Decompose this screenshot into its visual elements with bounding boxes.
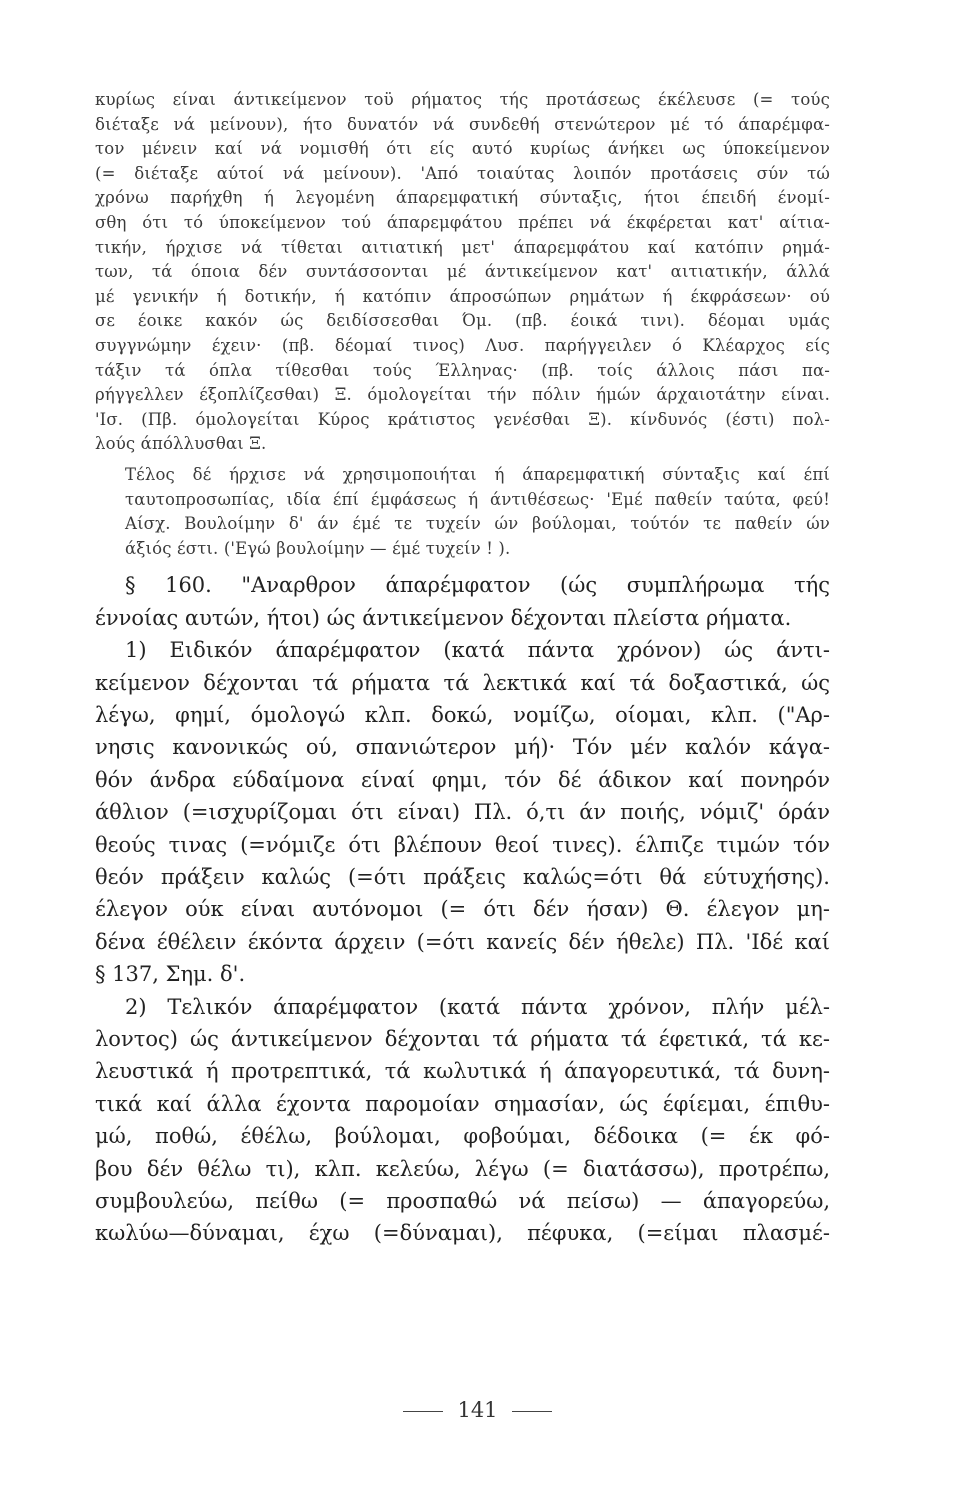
text-line: κωλύω—δύναμαι, έχω (=δύναμαι), πέφυκα, (=είμαι πλασμέ- [95, 1221, 830, 1246]
text-line: άθλιον (=ισχυρίζομαι ότι είναι) Πλ. ό,τι άν ποιής, νόμιζ' όράν [95, 800, 830, 825]
page-number-text: 141 [457, 1398, 498, 1422]
text-line: λοντος) ώς άντικείμενον δέχονται τά ρήματα τά έφετικά, τά κε- [95, 1026, 830, 1051]
text-line: τικά καί άλλα έχοντα παρομοίαν σημασίαν, ώς έφίεμαι, έπιθυ- [95, 1091, 830, 1116]
page-body [95, 88, 830, 1250]
item-1-special-infinitive [95, 634, 830, 990]
paragraph-tautoprosopia [95, 463, 830, 561]
text-line: Τέλος δέ ήρχισε νά χρησιμοποιήται ή άπαρεμφατική σύνταξις καί έπί [125, 464, 830, 484]
dash-left [403, 1411, 443, 1412]
text-line: έλεγον ούκ είναι αυτόνομοι (= ότι δέν ήσαν) Θ. έλεγον μη- [95, 897, 830, 922]
text-line: λευστικά ή προτρεπτικά, τά κωλυτικά ή άπαγορευτικά, τά δυνη- [95, 1059, 830, 1084]
text-line: έννοίας αυτών, ήτοι) ώς άντικείμενον δέχονται πλείστα ρήματα. [95, 605, 792, 630]
text-line: § 137, Σημ. δ'. [95, 962, 246, 987]
text-line: τικήν, ήρχισε νά τίθεται αιτιατική μετ' άπαρεμφάτου καί κατόπιν ρημά- [95, 237, 830, 257]
dash-right [512, 1411, 552, 1412]
text-line: § 160. "Αναρθρον άπαρέμφατον (ώς συμπλήρωμα τής [125, 573, 830, 598]
text-line: θόν άνδρα εύδαίμονα είναί φημι, τόν δέ άδικον καί πονηρόν [95, 767, 830, 792]
text-line: μέ γενικήν ή δοτικήν, ή κατόπιν άπροσώπων ρημάτων ή έκφράσεων· ού [95, 286, 830, 306]
text-line: των, τά όποια δέν συντάσσονται μέ άντικείμενον κατ' αιτιατικήν, άλλά [95, 262, 830, 282]
text-line: 2) Τελικόν άπαρέμφατον (κατά πάντα χρόνον, πλήν μέλ- [125, 994, 830, 1019]
page-number [0, 1398, 955, 1422]
text-line: μώ, ποθώ, έθέλω, βούλομαι, φοβούμαι, δέδοικα (= έκ φό- [95, 1124, 830, 1149]
text-line: θεούς τινας (=νόμιζε ότι βλέπουν θεοί τινες). έλπιζε τιμών τόν [95, 832, 830, 857]
text-line: ταυτοπροσωπίας, ιδία έπί έμφάσεως ή άντιθέσεως· 'Εμέ παθείν ταύτα, φεύ! [125, 489, 830, 509]
text-line: 1) Ειδικόν άπαρέμφατον (κατά πάντα χρόνον) ώς άντι- [125, 638, 830, 663]
text-line: νησις κανονικώς ού, σπανιώτερον μή)· Τόν μέν καλόν κάγα- [95, 735, 830, 760]
text-line: κείμενον δέχονται τά ρήματα τά λεκτικά καί τά δοξαστικά, ώς [95, 670, 830, 695]
text-line: συμβουλεύω, πείθω (= προσπαθώ νά πείσω) — άπαγορεύω, [95, 1189, 830, 1213]
text-line: χρόνω παρήχθη ή λεγομένη άπαρεμφατική σύνταξις, ήτοι έπειδή ένομί- [95, 188, 830, 208]
text-line: (= διέταξε αύτοί νά μείνουν). 'Από τοιαύτας λοιπόν προτάσεις σύν τώ [95, 163, 830, 183]
text-line: συγγνώμην έχειν· (πβ. δέομαί τινος) Λυσ. παρήγγειλεν ό Κλέαρχος είς [95, 335, 830, 355]
text-line: κυρίως είναι άντικείμενον τοϋ ρήματος τής προτάσεως έκέλευσε (= τούς [95, 90, 830, 109]
text-line: σθη ότι τό ύποκείμενον τού άπαρεμφάτου πρέπει νά έκφέρεται κατ' αίτια- [95, 212, 830, 232]
text-line: λέγω, φημί, όμολογώ κλπ. δοκώ, νομίζω, οίομαι, κλπ. ("Αρ- [95, 702, 830, 727]
text-line: άξιός έστι. ('Εγώ βουλοίμην — έμέ τυχείν ! ). [125, 538, 511, 558]
text-line: διέταξε νά μείνουν), ήτο δυνατόν νά συνδεθή στενώτερον μέ τό άπαρέμφα- [95, 114, 830, 134]
text-line: Αίσχ. Βουλοίμην δ' άν έμέ τε τυχείν ών βούλομαι, τούτόν τε παθείν ών [125, 514, 830, 534]
text-line: τάξιν τά όπλα τίθεσθαι τούς Έλληνας· (πβ. τοίς άλλοις πάσι πα- [95, 360, 830, 380]
section-160-heading [95, 569, 830, 634]
text-line: τον μένειν καί νά νομισθή ότι είς αυτό κυρίως άνήκει ως ύποκείμενον [95, 139, 830, 159]
text-line: ρήγγελλεν έξοπλίζεσθαι) Ξ. όμολογείται τήν πόλιν ήμών άρχαιοτάτην είναι. [95, 385, 830, 405]
text-line: σε έοικε κακόν ώς δειδίσσεσθαι Όμ. (πβ. έοικά τινι). δέομαι υμάς [95, 311, 830, 331]
item-2-final-infinitive [95, 991, 830, 1250]
paragraph-syntax-explanation [95, 88, 830, 457]
text-line: 'Ισ. (Πβ. όμολογείται Κύρος κράτιστος γενέσθαι Ξ). κίνδυνός (έστι) πολ- [95, 409, 830, 429]
text-line: λούς άπόλλυσθαι Ξ. [95, 434, 267, 454]
text-line: βου δέν θέλω τι), κλπ. κελεύω, λέγω (= διατάσσω), προτρέπω, [95, 1156, 830, 1181]
text-line: θεόν πράξειν καλώς (=ότι πράξεις καλώς=ότι θά εύτυχήσης). [95, 864, 830, 889]
text-line: δένα έθέλειν έκόντα άρχειν (=ότι κανείς δέν ήθελε) Πλ. 'Ιδέ καί [95, 929, 830, 954]
